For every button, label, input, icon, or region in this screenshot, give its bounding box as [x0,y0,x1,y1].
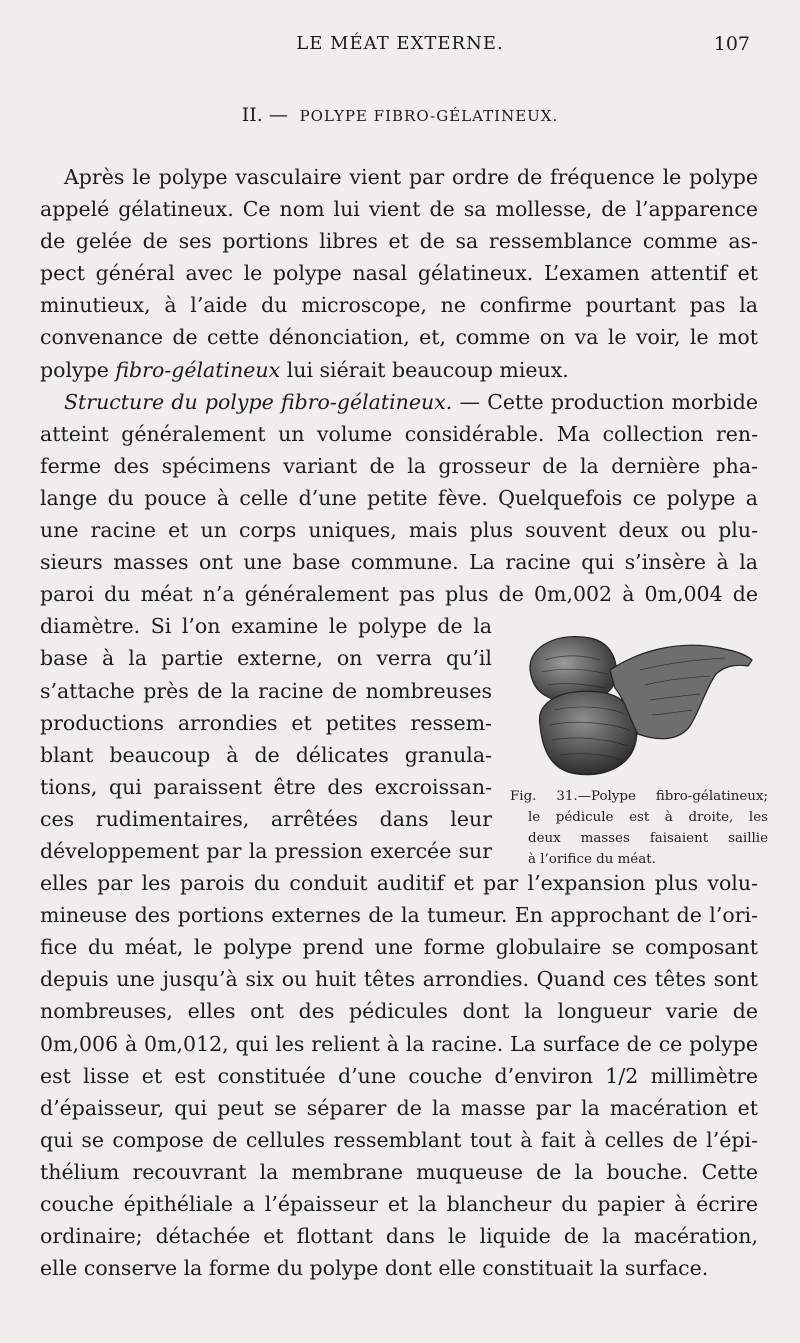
text-line: blant beaucoup à de délicates granula- [40,742,492,767]
text-line: est lisse et est constituée d’une couche d’environ 1/2 millimètre [40,1063,758,1088]
text-line: fice du méat, le polype prend une forme globulaire se composant [40,935,758,960]
text-run: lui siérait beaucoup mieux. [280,357,569,382]
text-line: ordinaire; détachée et flottant dans le liquide de la macération, [40,1224,758,1249]
text-run: polype [40,357,116,382]
caption-line: le pédicule est à droite, les [528,810,768,825]
paragraph-heading-line [40,386,758,418]
text-line: s’attache près de la racine de nombreuses [40,678,492,703]
text-run: — Cette production morbide [452,389,758,414]
text-line: atteint généralement un volume considérable. Ma collection ren- [40,421,758,446]
text-line: d’épaisseur, qui peut se séparer de la masse par la macération et [40,1095,758,1120]
caption-line: Fig. 31.—Polype fibro-gélatineux; [510,789,768,804]
section-title [0,104,800,126]
text-line: elle conserve la forme du polype dont elle constituait la surface. [40,1256,709,1281]
polyp-illustration [520,630,764,780]
caption-line: à l’orifice du méat. [528,852,656,867]
running-head [0,33,800,57]
text-line: convenance de cette dénonciation, et, comme on va le voir, le mot [40,325,758,350]
text-line: développement par la pression exercée sur [40,838,492,863]
text-line: productions arrondies et petites ressem- [40,710,492,735]
text-line: mineuse des portions externes de la tumeur. En approchant de l’ori- [40,903,758,928]
text-line: elles par les parois du conduit auditif et par l’expansion plus volu- [40,871,758,896]
text-line: ces rudimentaires, arrêtées dans leur [40,806,492,831]
polyp-engraving [520,630,764,780]
italic-term: fibro-gélatineux [115,357,281,382]
text-line: sieurs masses ont une base commune. La racine qui s’insère à la [40,550,758,575]
text-line: qui se compose de cellules ressemblant tout à fait à celles de l’épi- [40,1127,758,1152]
text-line: lange du pouce à celle d’une petite fève. Quelquefois ce polype a [40,485,758,510]
text-line: de gelée de ses portions libres et de sa ressemblance comme as- [40,229,758,254]
running-title: LE MÉAT EXTERNE. [296,33,504,54]
text-line: minutieux, à l’aide du microscope, ne confirme pourtant pas la [40,293,758,318]
paragraph-heading: Structure du polype fibro-gélatineux. [64,389,453,414]
text-line: nombreuses, elles ont des pédicules dont la longueur varie de [40,999,758,1024]
section-heading: POLYPE FIBRO-GÉLATINEUX. [299,107,559,125]
text-line: 0m,006 à 0m,012, qui les relient à la racine. La surface de ce polype [40,1031,758,1056]
text-line: une racine et un corps uniques, mais plus souvent deux ou plu- [40,518,758,543]
section-number: II. — [241,104,288,126]
text-line: ferme des spécimens variant de la grosseur de la dernière pha- [40,453,758,478]
text-line [40,354,758,386]
text-line: depuis une jusqu’à six ou huit têtes arrondies. Quand ces têtes sont [40,967,758,992]
figure-caption [510,786,768,870]
text-line: thélium recouvrant la membrane muqueuse de la bouche. Cette [40,1159,758,1184]
page-number: 107 [713,33,750,55]
text-line: pect général avec le polype nasal gélatineux. L’examen attentif et [40,261,758,286]
text-line: paroi du méat n’a généralement pas plus de 0m,002 à 0m,004 de [40,582,758,607]
text-line: couche épithéliale a l’épaisseur et la blancheur du papier à écrire [40,1192,758,1216]
text-line: Après le polype vasculaire vient par ordre de fréquence le polype [64,165,758,189]
caption-line: deux masses faisaient saillie [528,831,768,846]
text-line: appelé gélatineux. Ce nom lui vient de sa mollesse, de l’apparence [40,197,758,222]
text-line: base à la partie externe, on verra qu’il [40,646,492,671]
text-line: diamètre. Si l’on examine le polype de la [40,614,492,639]
text-line: tions, qui paraissent être des excroissan- [40,774,492,799]
